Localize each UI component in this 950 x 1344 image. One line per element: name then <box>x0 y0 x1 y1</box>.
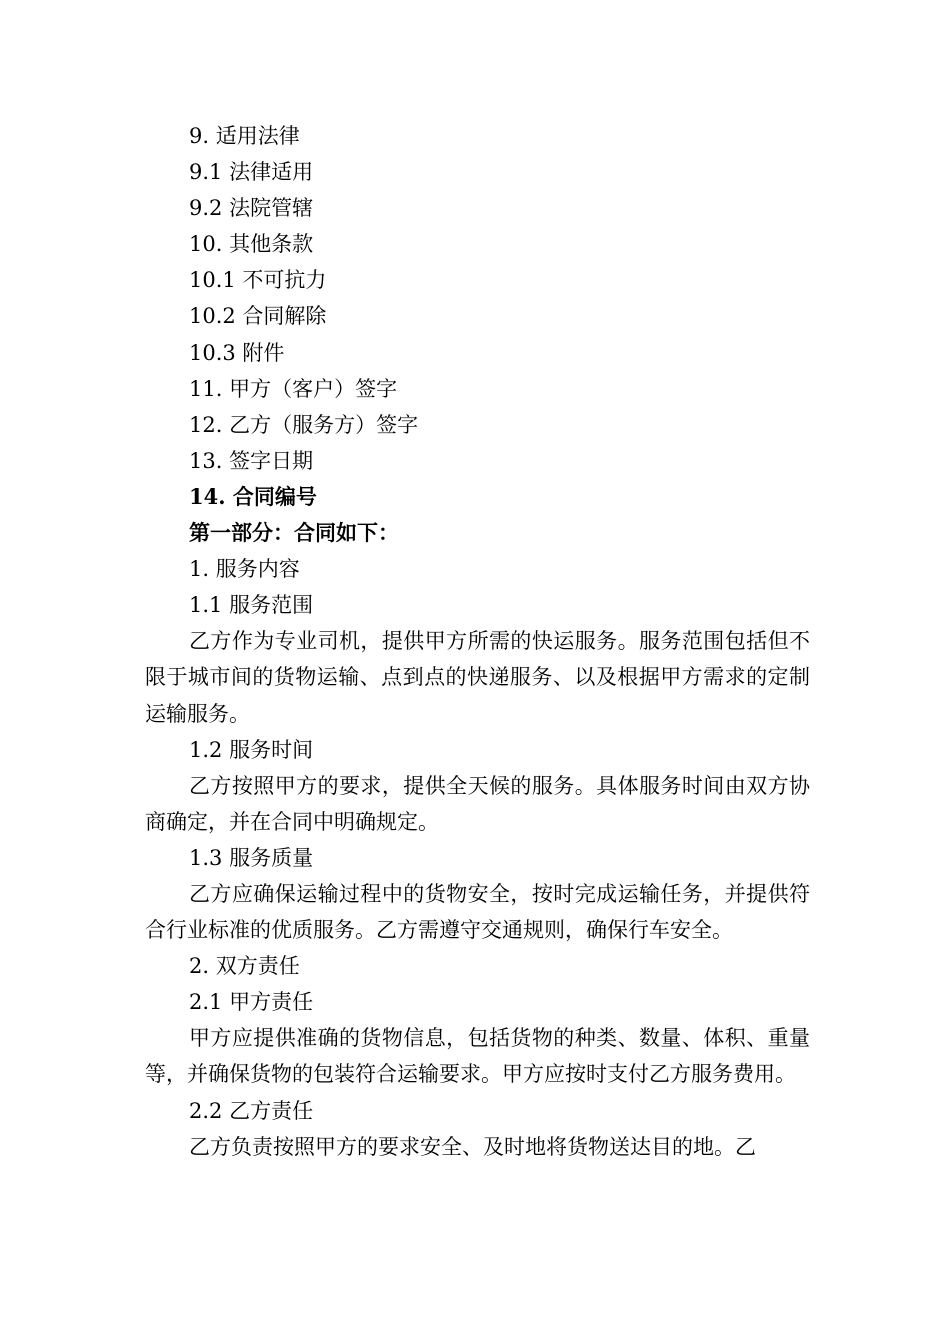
heading-service-content: 1. 服务内容 <box>189 557 300 582</box>
heading-service-time: 1.2 服务时间 <box>189 737 314 762</box>
heading-applicable-law: 9. 适用法律 <box>189 124 300 148</box>
heading-party-b-signature: 12. 乙方（服务方）签字 <box>189 412 419 437</box>
heading-force-majeure: 10.1 不可抗力 <box>189 268 327 293</box>
heading-contract-termination: 10.2 合同解除 <box>189 304 327 329</box>
heading-signing-date: 13. 签字日期 <box>189 448 314 473</box>
heading-party-a-responsibility: 2.1 甲方责任 <box>189 990 314 1015</box>
heading-court-jurisdiction: 9.2 法院管辖 <box>189 196 314 221</box>
paragraph-service-scope: 乙方作为专业司机，提供甲方所需的快运服务。服务范围包括但不限于城市间的货物运输、点到点的快递服务、以及根据甲方需求的定制运输服务。 <box>145 629 810 726</box>
heading-party-a-signature: 11. 甲方（客户）签字 <box>189 376 398 401</box>
paragraph-party-b-responsibility: 乙方负责按照甲方的要求安全、及时地将货物送达目的地。乙 <box>189 1134 756 1159</box>
heading-other-terms: 10. 其他条款 <box>189 232 314 257</box>
heading-part-one: 第一部分：合同如下： <box>189 520 399 546</box>
heading-law-application: 9.1 法律适用 <box>189 160 314 185</box>
heading-contract-number: 14. 合同编号 <box>189 483 317 509</box>
paragraph-party-a-responsibility: 甲方应提供准确的货物信息，包括货物的种类、数量、体积、重量等，并确保货物的包装符合运输要求。甲方应按时支付乙方服务费用。 <box>145 1026 810 1087</box>
heading-party-b-responsibility: 2.2 乙方责任 <box>189 1098 314 1123</box>
heading-service-quality: 1.3 服务质量 <box>189 845 314 870</box>
document-body <box>145 118 810 1165</box>
heading-attachments: 10.3 附件 <box>189 340 285 365</box>
heading-responsibilities: 2. 双方责任 <box>189 954 300 979</box>
paragraph-service-time: 乙方按照甲方的要求，提供全天候的服务。具体服务时间由双方协商确定，并在合同中明确规定。 <box>145 773 810 834</box>
heading-service-scope: 1.1 服务范围 <box>189 593 314 618</box>
paragraph-service-quality: 乙方应确保运输过程中的货物安全，按时完成运输任务，并提供符合行业标准的优质服务。乙方需遵守交通规则，确保行车安全。 <box>145 881 810 943</box>
